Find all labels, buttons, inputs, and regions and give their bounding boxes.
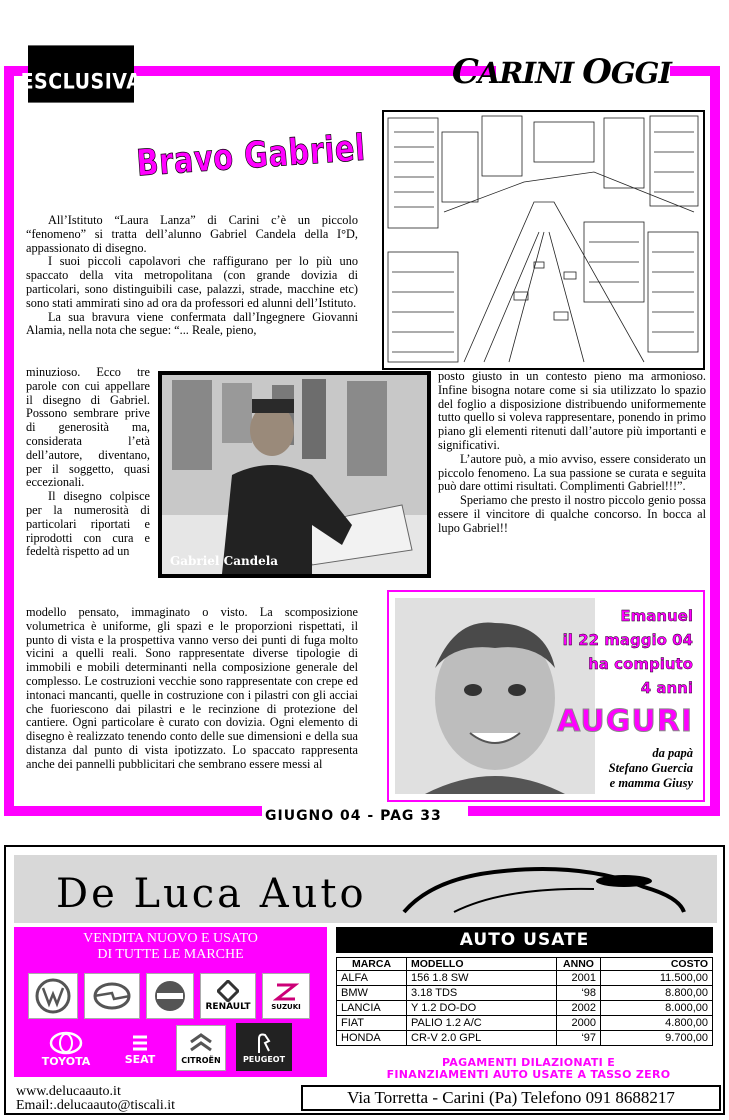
article-paragraph: Speriamo che presto il nostro piccolo genio possa essere il vincitore di qualche concorso. In bocca al lupo Gabriel!! — [438, 493, 706, 535]
article-paragraph: modello pensato, immaginato o visto. La scomposizione volumetrica è uniforme, gli spazi e le proporzioni rispettati, il punto di vista e la prospettiva vanno verso dei punti di fuga molto vicini a quelli reali. Sono rappresentate diverse tipologie di immobili e mobili determinanti nella composizione generale del complesso. Le costruzioni vecchie sono rappresentate con crepe ed intonaci mancanti, quelle in costruzione con i pilastri con gli acciai che fuoriescono dai pilastri e le recinzione di protezione del cantiere. Ogni particolare è curato con dovizia. Ogni elemento di disegno è realizzato tenendo conto delle sue dimensioni e della sua distanza dal punto di vista ipotizzato. Lo spaccato rappresenta anche dei pannelli pubblicitari che sembrano essere messi al — [26, 605, 358, 771]
brands-box — [14, 927, 327, 1077]
table-row: LANCIA Y 1.2 DO-DO 2002 8.000,00 — [337, 1001, 713, 1016]
table-row: BMW 3.18 TDS ‘98 8.800,00 — [337, 986, 713, 1001]
address-box: Via Torretta - Carini (Pa) Telefono 091 8688217 — [301, 1085, 721, 1111]
frame-bottom-right — [468, 806, 720, 816]
contact-info — [16, 1085, 175, 1113]
peugeot-logo-icon: PEUGEOT — [236, 1023, 292, 1071]
table-header-row — [337, 958, 713, 971]
table-row: HONDA CR-V 2.0 GPL ‘97 9.700,00 — [337, 1031, 713, 1046]
article-column-1 — [26, 214, 358, 338]
column-header: MARCA — [337, 958, 407, 971]
used-cars-title: AUTO USATE — [336, 927, 713, 953]
frame-right — [710, 66, 720, 816]
ad-logo-banner — [14, 855, 717, 923]
article-bottom-text — [26, 606, 358, 772]
masthead-brand: CARINI OGGI — [451, 52, 671, 92]
column-header: ANNO — [557, 958, 601, 971]
email-link[interactable]: Email:.delucaauto@tiscali.it — [16, 1098, 176, 1113]
column-header: MODELLO — [407, 958, 557, 971]
website-link[interactable]: www.delucaauto.it — [16, 1084, 121, 1099]
article-headline: Bravo Gabriel — [135, 125, 367, 185]
frame-top-center — [134, 66, 496, 76]
deluca-auto-ad — [4, 845, 725, 1115]
article-paragraph: All’Istituto “Laura Lanza” di Carini c’è un piccolo “fenomeno” si tratta dell’alunno Gabriel Candela della I°D, appassionato di disegno. — [26, 213, 358, 255]
article-paragraph: La sua bravura viene confermata dall’Ingegnere Giovanni Alamia, nella nota che segue: “... Reale, pieno, — [26, 309, 358, 338]
article-paragraph: posto giusto in un contesto pieno ma armonioso. Infine bisogna notare come si sia utilizzato lo spazio del foglio a disposizione distribuendo uniformemente tutto quello si voleva rappresentare, ponendo in primo piano gli elementi ritenuti dall’autore più importanti e significativi. — [438, 369, 706, 452]
payment-info: PAGAMENTI DILAZIONATI E FINANZIAMENTI AUTO USATE A TASSO ZERO — [386, 1056, 671, 1081]
frame-left — [4, 66, 14, 816]
toyota-logo-icon: TOYOTA — [28, 1027, 104, 1071]
used-cars-section — [336, 927, 719, 1046]
birthday-box — [387, 590, 705, 802]
article-column-2 — [438, 370, 706, 536]
article-wrap-text — [26, 366, 150, 559]
volkswagen-logo-icon — [28, 973, 78, 1019]
article-paragraph: minuzioso. Ecco tre parole con cui appellare il disegno di Gabriel. Possono sembrare prive di generosità ma, considerata l’età dell’autore, diventano, per il soggetto, quasi eccezionali. — [26, 365, 150, 490]
suzuki-logo-icon: SUZUKI — [262, 973, 310, 1019]
gabriel-photo — [158, 371, 431, 578]
citroen-logo-icon: CITROËN — [176, 1025, 226, 1071]
ad-logo-text: De Luca Auto — [56, 871, 367, 917]
article-paragraph: Il disegno colpisce per la numerosità di particolari riportati e riprodotti con cura e fedeltà rispetto ad un — [26, 489, 150, 559]
article-paragraph: I suoi piccoli capolavori che raffigurano per lo più uno spaccato della vita metropolitana (con grande dovizia di particolari, sono distinguibili case, palazzi, strade, macchine etc) sono stati ammirati sino ad ora da professori ed alunni dell’Istituto. — [26, 254, 358, 310]
opel-logo-icon — [84, 973, 140, 1019]
seat-logo-icon: SEAT — [110, 1027, 170, 1071]
lancia-logo-icon — [146, 973, 194, 1019]
brands-title: VENDITA NUOVO E USATO DI TUTTE LE MARCHE — [83, 931, 258, 962]
birthday-signature: da papà Stefano Guercia e mamma Giusy — [608, 746, 693, 790]
frame-bottom-left — [4, 806, 262, 816]
auguri-title: AUGURI — [557, 704, 693, 739]
table-row: FIAT PALIO 1.2 A/C 2000 4.800,00 — [337, 1016, 713, 1031]
renault-logo-icon: RENAULT — [200, 973, 256, 1019]
city-drawing-image — [382, 110, 705, 370]
page-number: GIUGNO 04 - PAG 33 — [265, 808, 442, 824]
column-header: COSTO — [601, 958, 713, 971]
table-row: ALFA 156 1.8 SW 2001 11.500,00 — [337, 971, 713, 986]
birthday-message: Emanuel il 22 maggio 04 ha compiuto 4 anni — [562, 607, 693, 697]
used-cars-table — [336, 957, 713, 1046]
article-paragraph: L’autore può, a mio avviso, essere considerato un piccolo fenomeno. La sua passione se curata e seguita può dare ottimi risultati. Complimenti Gabriel!!!”. — [438, 451, 706, 494]
section-label: ESCLUSIVA — [28, 45, 134, 102]
photo-caption: Gabriel Candela — [170, 554, 279, 568]
